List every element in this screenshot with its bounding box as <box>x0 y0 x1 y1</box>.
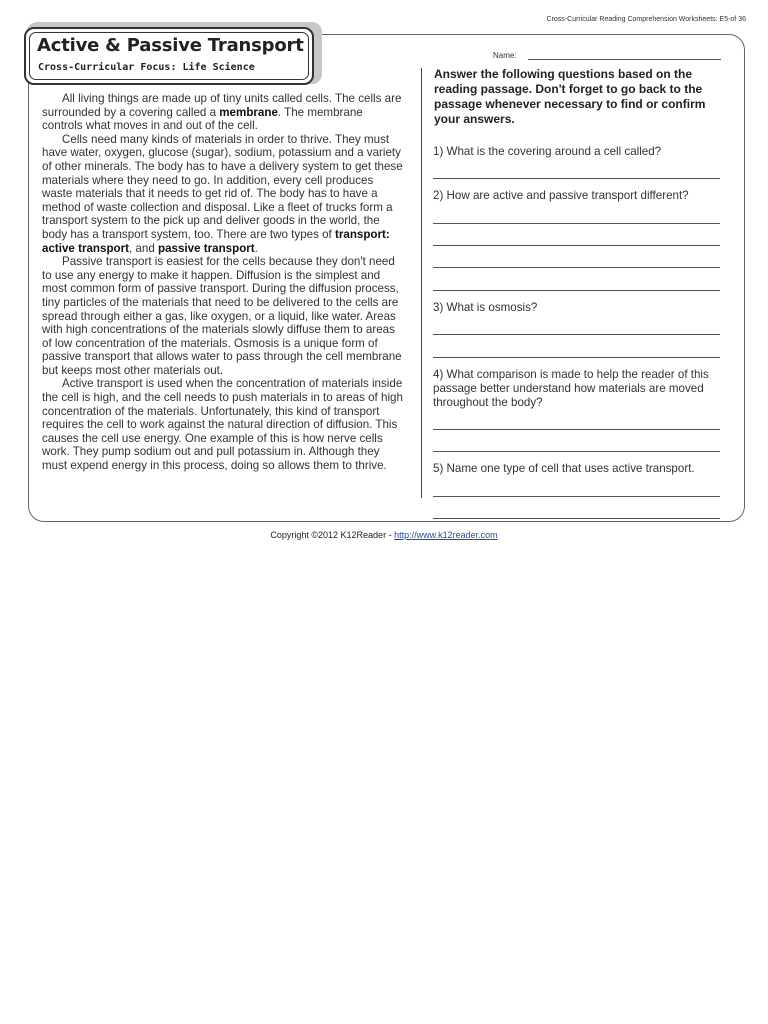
passage-text: . <box>254 241 258 255</box>
name-input-line[interactable] <box>528 59 721 60</box>
answer-line[interactable] <box>433 518 720 519</box>
answer-line[interactable] <box>433 451 720 452</box>
worksheet-instructions: Answer the following questions based on the reading passage. Don't forget to go back to the passage whenever necessary to find or confirm your answers. <box>434 67 706 126</box>
answer-line[interactable] <box>433 267 720 268</box>
passage-text: , and <box>128 241 158 255</box>
answer-line[interactable] <box>433 290 720 291</box>
answer-line[interactable] <box>433 357 720 358</box>
answer-line[interactable] <box>433 245 720 246</box>
page-title: Active & Passive Transport <box>37 35 304 56</box>
answer-line[interactable] <box>433 496 720 497</box>
answer-line[interactable] <box>433 334 720 335</box>
passage-paragraph-1 <box>42 92 406 133</box>
passage-text: . The membrane controls what moves in and out of the cell. <box>42 105 363 133</box>
term-active-transport: transport: active transport <box>42 227 390 255</box>
answer-line[interactable] <box>433 178 720 179</box>
name-label: Name: <box>493 51 517 60</box>
passage-paragraph-3: Passive transport is easiest for the cells because they don't need to use any energy to make it happen. Diffusion is the simplest and most common form of passive transport. During the diffusion process, tiny particles of the materials that need to be delivered to the cells are spread through either a gas, like oxygen, or a liquid, like water. Areas with high concentrations of the materials slowly diffuse them to areas of low concentration of the materials. Osmosis is a unique form of passive transport that allows water to pass through the cell membrane but keeps most other materials out. <box>42 255 402 377</box>
question-3: 3) What is osmosis? <box>433 301 538 314</box>
worksheet-series-reference: Cross-Curricular Reading Comprehension Worksheets: E5-of 36 <box>546 16 746 23</box>
question-5: 5) Name one type of cell that uses active transport. <box>433 462 695 475</box>
title-box <box>24 27 314 85</box>
answer-line[interactable] <box>433 429 720 430</box>
passage-text: Cells need many kinds of materials in order to thrive. They must have water, oxygen, glucose (sugar), sodium, potassium and a variety of other minerals. The body has to have a delivery system to get these materials where they need to go. In addition, every cell produces waste materials that it needs to get rid of. The body has to have a method of waste collection and disposal. Like a fleet of trucks form a transport system to the pick up and deliver goods in the world, the body has a transport system, too. There are two types of <box>42 132 403 241</box>
passage-paragraph-2 <box>42 133 406 255</box>
copyright-text: Copyright ©2012 K12Reader - <box>270 530 395 540</box>
term-membrane: membrane <box>219 105 278 119</box>
answer-line[interactable] <box>433 223 720 224</box>
reading-passage <box>42 92 406 473</box>
term-passive-transport: passive transport <box>158 241 255 255</box>
passage-text: All living things are made up of tiny units called cells. The cells are surrounded by a covering called a <box>42 92 402 119</box>
question-2: 2) How are active and passive transport different? <box>433 189 689 202</box>
cross-curricular-focus: Cross-Curricular Focus: Life Science <box>38 62 255 73</box>
k12reader-link[interactable]: http://www.k12reader.com <box>394 530 498 540</box>
question-4: 4) What comparison is made to help the reader of this passage better understand how materials are moved throughout the body? <box>433 368 709 409</box>
copyright-footer <box>0 530 768 540</box>
column-divider <box>421 68 422 498</box>
passage-paragraph-4: Active transport is used when the concentration of materials inside the cell is high, and the cell needs to push materials in to areas of high concentration of the materials. Unfortunately, this kind of transport requires the cell to work against the natural direction of diffusion. This causes the cell use energy. One example of this is how nerve cells work. They pump sodium out and pull potassium in. Although they must expend energy in this process, doing so allows them to thrive. <box>42 377 403 473</box>
question-1: 1) What is the covering around a cell called? <box>433 145 662 158</box>
